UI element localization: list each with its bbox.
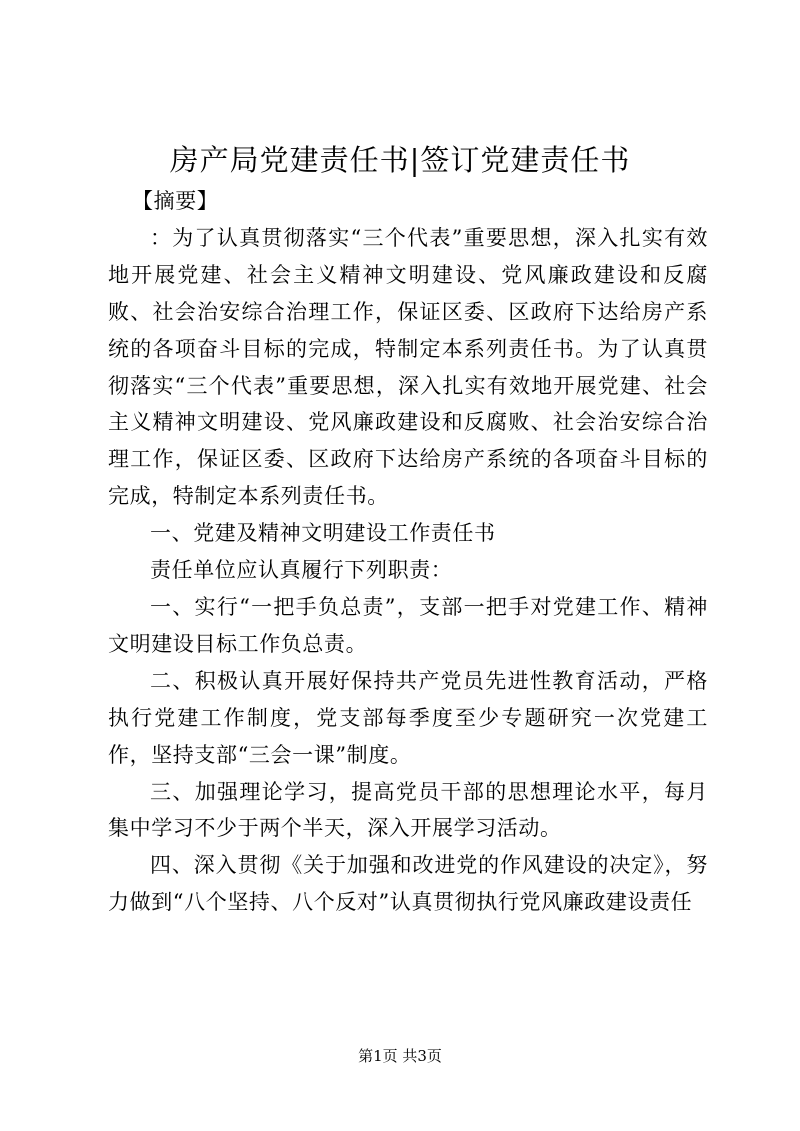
paragraph-item-3: 三、加强理论学习，提高党员干部的思想理论水平，每月集中学习不少于两个半天，深入开展学习活动。 [108, 779, 708, 841]
paragraph-item-2: 二、积极认真开展好保持共产党员先进性教育活动，严格执行党建工作制度，党支部每季度至少专题研究一次党建工作，坚持支部“三会一课”制度。 [108, 668, 708, 767]
document-title: 房产局党建责任书|签订党建责任书 [169, 143, 631, 177]
abstract-label: 【摘要】 [132, 189, 219, 213]
page-indicator: 第1页 共3页 [358, 1047, 442, 1065]
paragraph-abstract: ：为了认真贯彻落实“三个代表”重要思想，深入扎实有效地开展党建、社会主义精神文明建设、党风廉政建设和反腐败、社会治安综合治理工作，保证区委、区政府下达给房产系统的各项奋斗目标的完成，特制定本系列责任书。为了认真贯彻落实“三个代表”重要思想，深入扎实有效地开展党建、社会主义精神文明建设、党风廉政建设和反腐败、社会治安综合治理工作，保证区委、区政府下达给房产系统的各项奋斗目标的完成，特制定本系列责任书。 [108, 225, 708, 509]
paragraph-item-1: 一、实行“一把手负总责”，支部一把手对党建工作、精神文明建设目标工作负总责。 [108, 594, 708, 656]
paragraph-intro: 责任单位应认真履行下列职责： [150, 558, 453, 583]
section-heading: 一、党建及精神文明建设工作责任书 [150, 521, 496, 546]
paragraph-item-4: 四、深入贯彻《关于加强和改进党的作风建设的决定》，努力做到“八个坚持、八个反对”认真贯彻执行党风廉政建设责任 [108, 853, 708, 915]
document-body [108, 183, 708, 921]
